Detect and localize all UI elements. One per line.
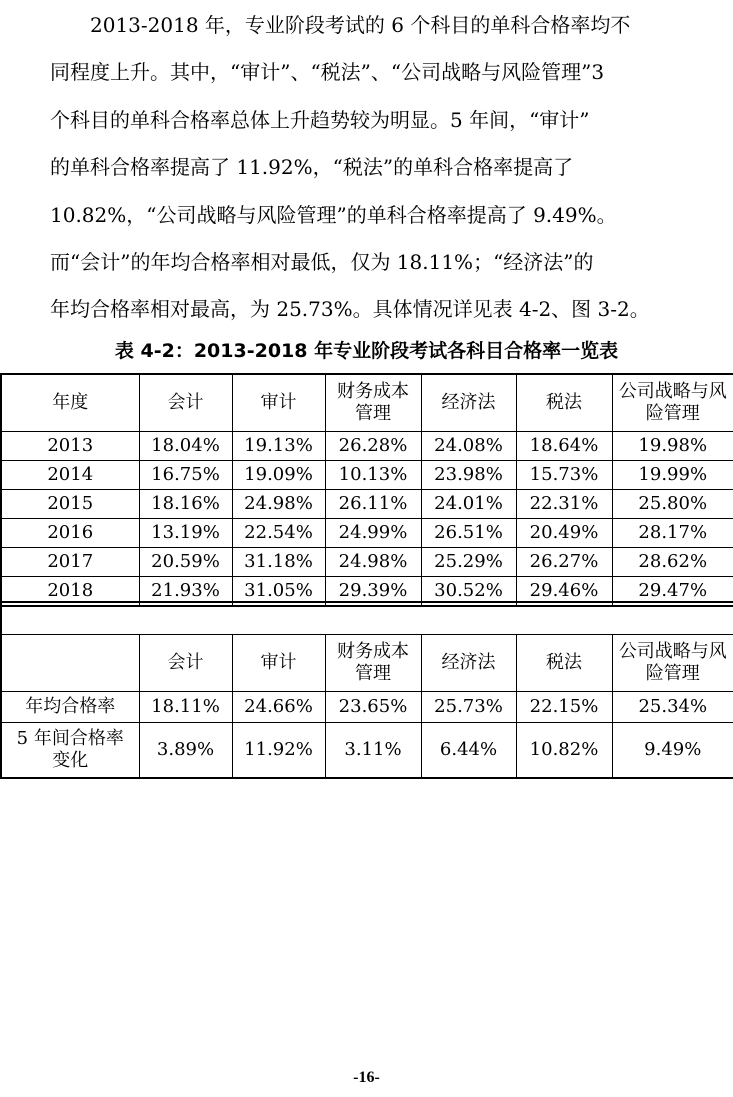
table-header-row	[1, 374, 733, 432]
value-cell: 20.49%	[516, 519, 612, 548]
table-header-row	[1, 635, 733, 692]
value-cell: 24.98%	[232, 490, 325, 519]
value-cell: 22.54%	[232, 519, 325, 548]
value-cell: 26.28%	[325, 432, 421, 461]
value-cell: 25.80%	[612, 490, 733, 519]
spacer-cell	[1, 602, 733, 635]
value-cell: 31.05%	[232, 577, 325, 607]
value-cell: 3.11%	[325, 723, 421, 779]
value-cell: 18.16%	[139, 490, 232, 519]
value-cell: 24.08%	[421, 432, 516, 461]
table-row	[1, 548, 733, 577]
table-row	[1, 519, 733, 548]
value-cell: 19.99%	[612, 461, 733, 490]
value-cell: 15.73%	[516, 461, 612, 490]
paragraph-line: 年均合格率相对最高，为 25.73%。具体情况详见表 4-2、图 3-2。	[50, 297, 650, 322]
value-cell: 21.93%	[139, 577, 232, 607]
value-cell: 24.98%	[325, 548, 421, 577]
year-cell: 2017	[1, 548, 139, 577]
header-cell: 公司战略与风险管理	[612, 374, 733, 432]
value-cell: 19.98%	[612, 432, 733, 461]
value-cell: 29.47%	[612, 577, 733, 607]
header-cell: 公司战略与风险管理	[612, 635, 733, 692]
value-cell: 26.51%	[421, 519, 516, 548]
header-cell: 经济法	[421, 635, 516, 692]
table-row	[1, 461, 733, 490]
value-cell: 28.62%	[612, 548, 733, 577]
value-cell: 28.17%	[612, 519, 733, 548]
value-cell: 23.65%	[325, 692, 421, 723]
value-cell: 26.27%	[516, 548, 612, 577]
summary-table	[0, 601, 733, 779]
row-label-cell: 年均合格率	[1, 692, 139, 723]
table-caption: 表 4-2：2013-2018 年专业阶段考试各科目合格率一览表	[114, 340, 619, 362]
year-cell: 2018	[1, 577, 139, 607]
value-cell: 9.49%	[612, 723, 733, 779]
value-cell: 18.04%	[139, 432, 232, 461]
value-cell: 31.18%	[232, 548, 325, 577]
body-paragraph	[50, 2, 700, 334]
table-row	[1, 490, 733, 519]
header-cell: 税法	[516, 374, 612, 432]
header-cell: 经济法	[421, 374, 516, 432]
value-cell: 3.89%	[139, 723, 232, 779]
header-cell	[1, 635, 139, 692]
year-cell: 2014	[1, 461, 139, 490]
table-row	[1, 692, 733, 723]
paragraph-line: 的单科合格率提高了 11.92%，“税法”的单科合格率提高了	[50, 155, 574, 180]
value-cell: 22.31%	[516, 490, 612, 519]
value-cell: 13.19%	[139, 519, 232, 548]
paragraph-line: 个科目的单科合格率总体上升趋势较为明显。5 年间，“审计”	[50, 107, 590, 132]
value-cell: 25.29%	[421, 548, 516, 577]
value-cell: 30.52%	[421, 577, 516, 607]
paragraph-line: 10.82%，“公司战略与风险管理”的单科合格率提高了 9.49%。	[50, 202, 617, 227]
header-cell: 财务成本管理	[325, 635, 421, 692]
value-cell: 11.92%	[232, 723, 325, 779]
year-cell: 2015	[1, 490, 139, 519]
header-cell: 财务成本管理	[325, 374, 421, 432]
paragraph-line: 而“会计”的年均合格率相对最低，仅为 18.11%；“经济法”的	[50, 249, 594, 274]
value-cell: 16.75%	[139, 461, 232, 490]
spacer-row	[1, 602, 733, 635]
value-cell: 25.73%	[421, 692, 516, 723]
value-cell: 18.64%	[516, 432, 612, 461]
table-row	[1, 432, 733, 461]
value-cell: 22.15%	[516, 692, 612, 723]
value-cell: 19.09%	[232, 461, 325, 490]
paragraph-line: 2013-2018 年，专业阶段考试的 6 个科目的单科合格率均不	[90, 13, 631, 37]
value-cell: 20.59%	[139, 548, 232, 577]
value-cell: 29.46%	[516, 577, 612, 607]
value-cell: 26.11%	[325, 490, 421, 519]
value-cell: 23.98%	[421, 461, 516, 490]
value-cell: 10.82%	[516, 723, 612, 779]
value-cell: 25.34%	[612, 692, 733, 723]
page-number: -16-	[353, 1069, 380, 1086]
header-cell: 会计	[139, 374, 232, 432]
header-cell: 年度	[1, 374, 139, 432]
paragraph-line: 同程度上升。其中，“审计”、“税法”、“公司战略与风险管理”3	[50, 60, 605, 85]
value-cell: 24.99%	[325, 519, 421, 548]
year-cell: 2013	[1, 432, 139, 461]
pass-rate-table	[0, 373, 733, 607]
value-cell: 18.11%	[139, 692, 232, 723]
header-cell: 审计	[232, 374, 325, 432]
header-cell: 审计	[232, 635, 325, 692]
value-cell: 19.13%	[232, 432, 325, 461]
row-label-cell: 5 年间合格率变化	[1, 723, 139, 779]
value-cell: 24.66%	[232, 692, 325, 723]
value-cell: 24.01%	[421, 490, 516, 519]
value-cell: 6.44%	[421, 723, 516, 779]
header-cell: 会计	[139, 635, 232, 692]
header-cell: 税法	[516, 635, 612, 692]
value-cell: 10.13%	[325, 461, 421, 490]
value-cell: 29.39%	[325, 577, 421, 607]
year-cell: 2016	[1, 519, 139, 548]
table-row	[1, 723, 733, 779]
